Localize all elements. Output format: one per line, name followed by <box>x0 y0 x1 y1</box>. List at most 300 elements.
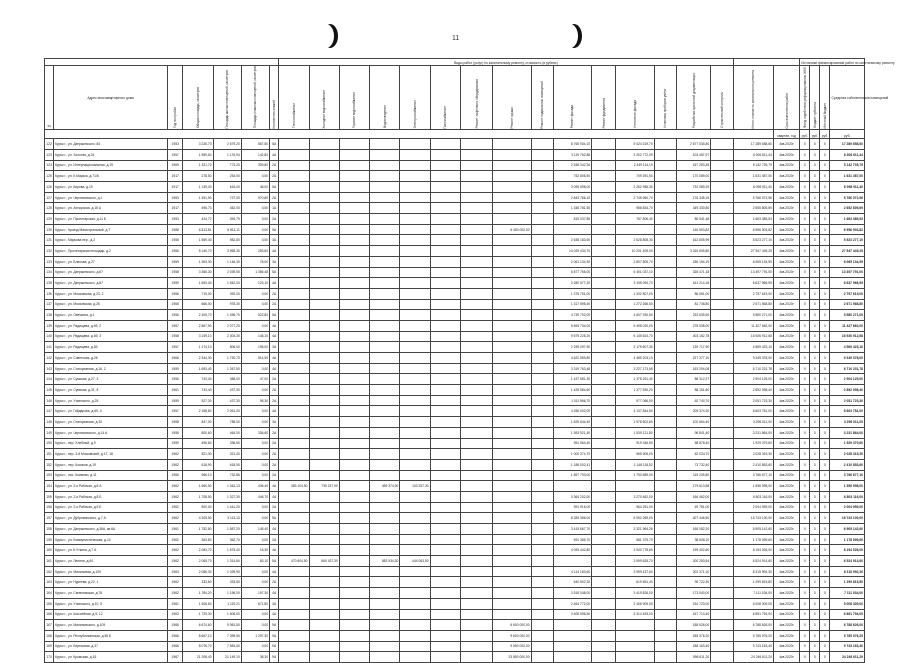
cell-c3 <box>400 524 430 535</box>
cell-found <box>531 641 553 652</box>
cell-c1 <box>339 459 369 470</box>
cell-meters <box>654 459 676 470</box>
cell-c4 <box>430 438 460 449</box>
cell-meters <box>654 545 676 556</box>
cell-ctrl <box>711 652 733 663</box>
cell-found <box>531 556 553 567</box>
cell-roof <box>279 385 309 396</box>
cell-f3: 0 <box>820 459 830 470</box>
cell-c5 <box>460 470 492 481</box>
cell-roof <box>279 566 309 577</box>
cell-roof <box>279 203 309 214</box>
cell-f3: 0 <box>820 139 830 150</box>
cell-period: 4кв.2020г <box>773 160 799 171</box>
cell-nonliv: 1 366,48 <box>241 267 269 278</box>
cell-c2 <box>370 438 400 449</box>
cell-owners: 13 497 791,00 <box>830 267 865 278</box>
cell-c5 <box>460 588 492 599</box>
cell-meters <box>654 139 676 150</box>
cell-c1 <box>339 139 369 150</box>
cell-living: 1 542,00 <box>213 278 241 289</box>
cell-lift <box>309 395 339 406</box>
cell-f1: 0 <box>800 502 810 513</box>
cell-period: 4кв.2020г <box>773 310 799 321</box>
cell-floors: 4А <box>270 588 279 599</box>
cell-floors: 4А <box>270 406 279 417</box>
cell-floors: 2А <box>270 459 279 470</box>
cell-roof <box>279 310 309 321</box>
cell-f1: 0 <box>800 246 810 257</box>
cell-f1: 0 <box>800 299 810 310</box>
cell-year: 1917 <box>168 182 183 193</box>
cell-floors: 4А <box>270 524 279 535</box>
cell-project: 96 841,40 <box>676 427 710 438</box>
cell-c5x <box>592 630 616 641</box>
cell-meters <box>654 588 676 599</box>
cell-f1: 0 <box>800 192 810 203</box>
cell-owners: 8 315 992,30 <box>830 566 865 577</box>
cell-f2: 0 <box>810 320 820 331</box>
cell-year: 1956 <box>168 310 183 321</box>
table-row <box>45 374 865 385</box>
cell-meters <box>654 481 676 492</box>
cell-found <box>531 481 553 492</box>
cell-f2: 0 <box>810 417 820 428</box>
cell-c2 <box>370 299 400 310</box>
cell-floors: 3А <box>270 256 279 267</box>
cell-roof <box>279 256 309 267</box>
cell-f2: 0 <box>810 502 820 513</box>
cell-c4 <box>430 299 460 310</box>
cell-c1 <box>339 310 369 321</box>
cell-roof <box>279 588 309 599</box>
cell-found <box>531 630 553 641</box>
unit-rub-3: руб. <box>820 130 830 139</box>
cell-c4 <box>430 149 460 160</box>
cell-c3 <box>400 438 430 449</box>
cell-period: 4кв.2020г <box>773 363 799 374</box>
col-owners: Средства собственников помещений <box>831 95 889 100</box>
col-area-total: Общая площадь, кв.метров <box>195 87 200 129</box>
cell-ctrl <box>711 406 733 417</box>
cell-c5 <box>460 385 492 396</box>
cell-total: 8 603 781,00 <box>733 406 773 417</box>
cell-ctrl <box>711 246 733 257</box>
cell-area: 1 660,50 <box>183 481 213 492</box>
cell-project: 73 732,40 <box>676 459 710 470</box>
cell-c4 <box>430 545 460 556</box>
col-cost-total: Итого стоимость капитального ремонта <box>751 69 756 129</box>
cell-addr: Курск г., ул. Уткинского, д.25 <box>54 395 168 406</box>
cell-floors: 9А <box>270 224 279 235</box>
cell-meters <box>654 449 676 460</box>
cell-roof <box>279 149 309 160</box>
cell-facade <box>553 641 591 652</box>
cell-living: 785,00 <box>213 417 241 428</box>
table-row <box>45 385 865 396</box>
cell-n: 142 <box>45 353 54 364</box>
cell-c3 <box>400 566 430 577</box>
cell-c5 <box>460 620 492 631</box>
cell-f1: 0 <box>800 310 810 321</box>
cell-c6 <box>493 556 531 567</box>
cell-total: 6 710 231,78 <box>733 363 773 374</box>
cell-living: 616,00 <box>213 182 241 193</box>
cell-found <box>531 363 553 374</box>
cell-f3: 0 <box>820 331 830 342</box>
cell-f3: 0 <box>820 160 830 171</box>
cell-project: 200 253,54 <box>676 556 710 567</box>
cell-period: 4кв.2020г <box>773 449 799 460</box>
cell-living: 392,00 <box>213 288 241 299</box>
cell-c5x <box>592 438 616 449</box>
cell-c6 <box>493 363 531 374</box>
cell-addr: Курск г., ул. Блинова, д.27 <box>54 256 168 267</box>
cell-f3: 0 <box>820 320 830 331</box>
table-row <box>45 299 865 310</box>
cell-addr: Курск г., ул. Ленина, д.64 <box>54 556 168 567</box>
col-facade: Ремонт фасада <box>570 105 575 129</box>
cell-nonliv: 0,00 <box>241 214 269 225</box>
col-fund: Фонд содействия реформированию ЖКХ <box>802 67 807 129</box>
cell-facade: 1 629 644,40 <box>553 417 591 428</box>
cell-f2: 0 <box>810 224 820 235</box>
cell-roof <box>279 406 309 417</box>
cell-ctrl <box>711 310 733 321</box>
cell-period: 4кв.2020г <box>773 149 799 160</box>
table-row <box>45 502 865 513</box>
cell-nonliv: 123,10 <box>241 278 269 289</box>
cell-c6 <box>493 353 531 364</box>
cell-f1: 0 <box>800 224 810 235</box>
cell-f2: 0 <box>810 395 820 406</box>
cell-f1: 0 <box>800 620 810 631</box>
cell-floors: 3А <box>270 598 279 609</box>
cell-c2 <box>370 171 400 182</box>
cell-lift <box>309 320 339 331</box>
cell-f2: 0 <box>810 609 820 620</box>
cell-meters <box>654 214 676 225</box>
cell-c4 <box>430 588 460 599</box>
table-row <box>45 395 865 406</box>
cell-n: 135 <box>45 278 54 289</box>
cell-ctrl <box>711 139 733 150</box>
cell-c4 <box>430 395 460 406</box>
cell-nonliv: 0,00 <box>241 577 269 588</box>
cell-nonliv: 522,80 <box>241 310 269 321</box>
cell-facade <box>553 620 591 631</box>
cell-c1 <box>339 182 369 193</box>
col-lift: Ремонт лифтового оборудования <box>474 78 479 129</box>
col-area-nonliving: Площадь нежилых помещений, кв.метров <box>253 66 258 129</box>
cell-c5x <box>592 182 616 193</box>
cell-c3 <box>400 288 430 299</box>
cell-meters <box>654 417 676 428</box>
cell-nonliv: 0,00 <box>241 406 269 417</box>
cell-total: 1 299 815,80 <box>733 577 773 588</box>
cell-f1: 0 <box>800 171 810 182</box>
cell-living: 1 029,90 <box>213 566 241 577</box>
table-row <box>45 224 865 235</box>
cell-addr: Курск г., ул. Малиновая, д.109 <box>54 566 168 577</box>
cell-n: 126 <box>45 182 54 193</box>
cell-addr: Курск г., ул. Московская, д.26 <box>54 299 168 310</box>
table-row <box>45 630 865 641</box>
cell-c3 <box>400 427 430 438</box>
cell-n: 162 <box>45 566 54 577</box>
cell-c1 <box>339 385 369 396</box>
cell-facade: 1 348 781,50 <box>553 203 591 214</box>
cell-project: 227 377,10 <box>676 353 710 364</box>
cell-c4 <box>430 534 460 545</box>
cell-period: 4кв.2020г <box>773 438 799 449</box>
cell-project: 39 722,30 <box>676 577 710 588</box>
cell-period: 4кв.2020г <box>773 267 799 278</box>
table-row <box>45 139 865 150</box>
cell-insul: 1 332 807,00 <box>616 288 654 299</box>
cell-meters <box>654 278 676 289</box>
cell-area: 21 208,40 <box>183 652 213 663</box>
cell-n: 163 <box>45 577 54 588</box>
cell-facade: 815 037,85 <box>553 214 591 225</box>
cell-n: 157 <box>45 513 54 524</box>
cell-f1: 0 <box>800 652 810 663</box>
cell-period: 4кв.2020г <box>773 331 799 342</box>
cell-found <box>531 310 553 321</box>
cell-c4 <box>430 235 460 246</box>
cell-insul: 3 419 826,00 <box>616 588 654 599</box>
cell-roof <box>279 192 309 203</box>
cell-f2: 0 <box>810 598 820 609</box>
cell-c5x <box>592 385 616 396</box>
cell-facade: 2 638 183,60 <box>553 235 591 246</box>
cell-total: 9 785 076,20 <box>733 630 773 641</box>
cell-lift <box>309 214 339 225</box>
cell-year: 1962 <box>168 491 183 502</box>
cell-facade: 640 502,20 <box>553 577 591 588</box>
cell-floors: 4А <box>270 545 279 556</box>
cell-c4 <box>430 353 460 364</box>
cell-found <box>531 353 553 364</box>
cell-lift <box>309 449 339 460</box>
cell-f1: 0 <box>800 288 810 299</box>
cell-c3 <box>400 267 430 278</box>
cell-c5x <box>592 235 616 246</box>
cell-total: 16 926 912,68 <box>733 331 773 342</box>
cell-owners: 6 891 794,00 <box>830 609 865 620</box>
cell-facade: 2 843 766,10 <box>553 192 591 203</box>
table-row <box>45 652 865 663</box>
cell-ctrl <box>711 513 733 524</box>
cell-c5x <box>592 524 616 535</box>
cell-addr: Курск г., ул. Черняховского, д.1 <box>54 192 168 203</box>
cell-f3: 0 <box>820 598 830 609</box>
cell-year: 1917 <box>168 171 183 182</box>
table-row <box>45 566 865 577</box>
cell-c3 <box>400 182 430 193</box>
col-basement: Ремонт подвальных помещений <box>540 80 545 129</box>
cell-addr: Курск г., ул. Овечкина, д.1 <box>54 310 168 321</box>
cell-lift <box>309 491 339 502</box>
cell-meters <box>654 171 676 182</box>
col-cold-water: Холодное водоснабжение <box>322 89 327 129</box>
cell-lift <box>309 203 339 214</box>
cell-year: 1966 <box>168 630 183 641</box>
cell-ctrl <box>711 641 733 652</box>
cell-found <box>531 203 553 214</box>
cell-c5 <box>460 406 492 417</box>
cell-period: 4кв.2020г <box>773 299 799 310</box>
cell-c5x <box>592 459 616 470</box>
cell-lift <box>309 288 339 299</box>
cell-project: 349 330,80 <box>676 203 710 214</box>
cell-lift <box>309 385 339 396</box>
cell-project: 170 089,00 <box>676 171 710 182</box>
header-row-units <box>45 130 865 139</box>
cell-year: 1962 <box>168 459 183 470</box>
cell-c4 <box>430 363 460 374</box>
cell-facade: 1 000 374,70 <box>553 449 591 460</box>
cell-c6 <box>493 449 531 460</box>
cell-f1: 0 <box>800 438 810 449</box>
cell-floors: 2А <box>270 449 279 460</box>
cell-f2: 0 <box>810 342 820 353</box>
cell-project: 62 034,70 <box>676 449 710 460</box>
cell-area: 6 813,81 <box>183 224 213 235</box>
cell-facade: 5 653 704,00 <box>553 320 591 331</box>
cell-c2 <box>370 641 400 652</box>
cell-f3: 0 <box>820 545 830 556</box>
cell-lift <box>309 139 339 150</box>
cell-c3 <box>400 470 430 481</box>
col-floors: Количество этажей <box>272 99 277 129</box>
cell-c4 <box>430 203 460 214</box>
cell-total: 3 766 677,10 <box>733 470 773 481</box>
cell-c3 <box>400 299 430 310</box>
cell-meters <box>654 149 676 160</box>
cell-addr: Курск г., ул. 2-я Рабочая, д.8 А <box>54 481 168 492</box>
cell-floors: 2А <box>270 427 279 438</box>
cell-n: 131 <box>45 235 54 246</box>
cell-c6 <box>493 171 531 182</box>
cell-meters <box>654 160 676 171</box>
cell-floors: 2А <box>270 214 279 225</box>
cell-n: 155 <box>45 491 54 502</box>
cell-f3: 0 <box>820 438 830 449</box>
cell-floors: 3А <box>270 342 279 353</box>
cell-owners: 8 194 026,00 <box>830 545 865 556</box>
cell-facade <box>553 556 591 567</box>
cell-meters <box>654 299 676 310</box>
cell-c5x <box>592 149 616 160</box>
cell-insul: 2 745 960,70 <box>616 192 654 203</box>
cell-area: 847,00 <box>183 417 213 428</box>
cell-addr: Курск г., пер. Хлебный, д.9 <box>54 438 168 449</box>
cell-f2: 0 <box>810 534 820 545</box>
cell-found <box>531 342 553 353</box>
cell-c2 <box>370 545 400 556</box>
cell-f3: 0 <box>820 502 830 513</box>
cell-c3 <box>400 203 430 214</box>
col-control: Строительный контроль <box>719 92 724 129</box>
cell-c6 <box>493 502 531 513</box>
table-row <box>45 427 865 438</box>
cell-c5x <box>592 417 616 428</box>
cell-living: 437,30 <box>213 395 241 406</box>
table-row <box>45 310 865 321</box>
cell-facade <box>553 652 591 663</box>
cell-c3 <box>400 459 430 470</box>
cell-floors: 5А <box>270 267 279 278</box>
cell-c1 <box>339 534 369 545</box>
cell-owners: 2 028 315,30 <box>830 449 865 460</box>
cell-period: 4кв.2020г <box>773 256 799 267</box>
cell-insul: 1 378 261,40 <box>616 374 654 385</box>
cell-c3 <box>400 395 430 406</box>
cell-facade: 1 188 002,41 <box>553 459 591 470</box>
cell-c6 <box>493 374 531 385</box>
unit-period: квартал, год <box>773 130 799 139</box>
cell-lift <box>309 470 339 481</box>
cell-owners: 7 111 034,00 <box>830 588 865 599</box>
cell-living: 2 679,20 <box>213 139 241 150</box>
cell-lift <box>309 267 339 278</box>
cell-living: 727,00 <box>213 192 241 203</box>
cell-project: 278 938,00 <box>676 320 710 331</box>
cell-year: 1959 <box>168 395 183 406</box>
table-row <box>45 556 865 567</box>
cell-year: 1958 <box>168 267 183 278</box>
cell-lift <box>309 566 339 577</box>
cell-c5 <box>460 149 492 160</box>
cell-insul: 965 905,00 <box>616 449 654 460</box>
cell-c3 <box>400 502 430 513</box>
cell-c4 <box>430 652 460 663</box>
cell-floors: 4А <box>270 481 279 492</box>
cell-c5 <box>460 363 492 374</box>
cell-period: 4кв.2020г <box>773 545 799 556</box>
table-row <box>45 620 865 631</box>
cell-owners: 5 523 277,10 <box>830 235 865 246</box>
cell-c2 <box>370 374 400 385</box>
cell-project: 154 723,00 <box>676 598 710 609</box>
cell-addr: Курск г., ул. Радищева, д.69, 3 <box>54 331 168 342</box>
cell-c5x <box>592 598 616 609</box>
cell-total: 2 028 315,30 <box>733 449 773 460</box>
cell-facade: 3 518 048,00 <box>553 588 591 599</box>
cell-addr: Курск г., ул. Радищева, д.69, 2 <box>54 320 168 331</box>
cell-ctrl <box>711 149 733 160</box>
cell-facade: 4 053 442,80 <box>553 545 591 556</box>
cell-c4 <box>430 470 460 481</box>
cell-facade: 3 405 596,50 <box>553 609 591 620</box>
cell-f1: 0 <box>800 385 810 396</box>
cell-insul: 2 628 808,30 <box>616 235 654 246</box>
cell-c4 <box>430 427 460 438</box>
cell-f1: 0 <box>800 342 810 353</box>
cell-c1 <box>339 417 369 428</box>
cell-owners: 9 349 378,00 <box>830 353 865 364</box>
cell-area: 1 729,30 <box>183 609 213 620</box>
cell-project: 161 214,18 <box>676 278 710 289</box>
col-area-living: Площадь жилых помещений, кв.метров <box>225 69 230 129</box>
cell-addr: Курск г., ул. Гайдарова, д.69, 4 <box>54 406 168 417</box>
cell-lift <box>309 256 339 267</box>
cell-addr: Курск г., ул. Советская, д.26 <box>54 353 168 364</box>
cell-area: 521,30 <box>183 449 213 460</box>
cell-year: 1953 <box>168 192 183 203</box>
cell-f3: 0 <box>820 588 830 599</box>
